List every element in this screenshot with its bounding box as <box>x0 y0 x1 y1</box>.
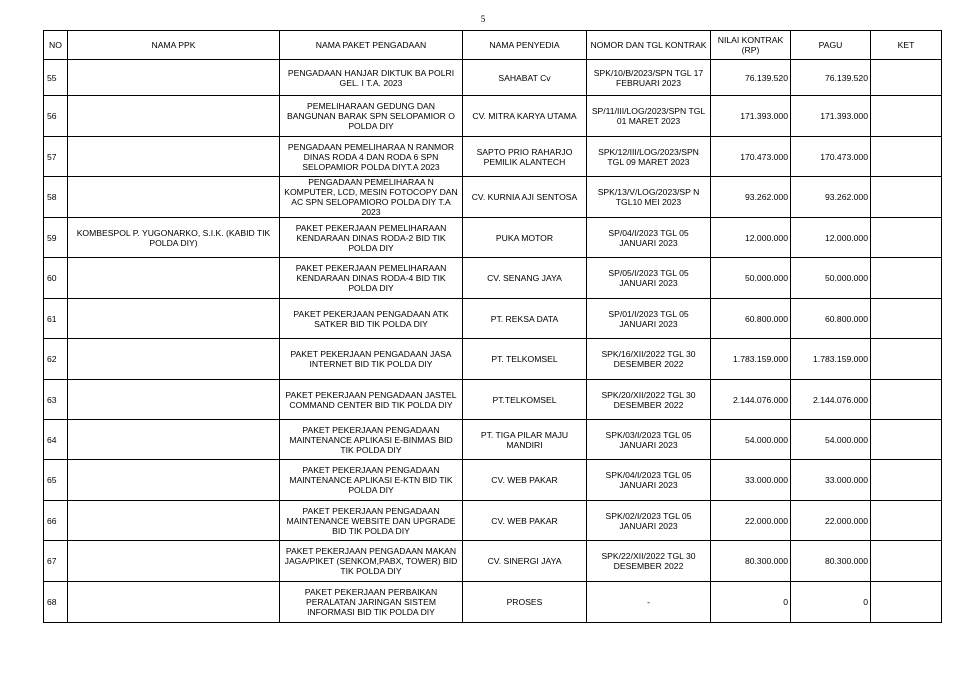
cell-paket: PENGADAAN PEMELIHARAA N RANMOR DINAS RODA 4 DAN RODA 6 SPN SELOPAMIOR POLDA DIYT.A 2023 <box>280 137 463 177</box>
cell-pagu: 12.000.000 <box>791 218 871 258</box>
cell-kontrak: SPK/12/III/LOG/2023/SPN TGL 09 MARET 2023 <box>587 137 711 177</box>
cell-paket: PAKET PEKERJAAN PERBAIKAN PERALATAN JARINGAN SISTEM INFORMASI BID TIK POLDA DIY <box>280 582 463 623</box>
cell-pagu: 80.300.000 <box>791 541 871 582</box>
cell-nilai: 76.139.520 <box>711 60 791 96</box>
cell-nilai: 54.000.000 <box>711 420 791 460</box>
cell-kontrak: SP/01/I/2023 TGL 05 JANUARI 2023 <box>587 299 711 339</box>
cell-no: 64 <box>44 420 68 460</box>
cell-ket <box>871 541 942 582</box>
cell-nilai: 2.144.076.000 <box>711 380 791 420</box>
cell-ppk <box>68 339 280 380</box>
cell-nilai: 12.000.000 <box>711 218 791 258</box>
cell-nilai: 22.000.000 <box>711 501 791 541</box>
cell-no: 57 <box>44 137 68 177</box>
cell-nilai: 170.473.000 <box>711 137 791 177</box>
header-nilai: NILAI KONTRAK (RP) <box>711 31 791 60</box>
table-row <box>44 258 942 299</box>
cell-kontrak: SPK/04/I/2023 TGL 05 JANUARI 2023 <box>587 460 711 501</box>
cell-ket <box>871 96 942 137</box>
cell-ppk <box>68 501 280 541</box>
table-row <box>44 137 942 177</box>
cell-no: 65 <box>44 460 68 501</box>
table-header-row <box>44 31 942 60</box>
cell-penyedia: PT. TELKOMSEL <box>463 339 587 380</box>
cell-ket <box>871 177 942 218</box>
cell-ket <box>871 501 942 541</box>
cell-no: 68 <box>44 582 68 623</box>
cell-paket: PAKET PEKERJAAN PEMELIHARAAN KENDARAAN DINAS RODA-2 BID TIK POLDA DIY <box>280 218 463 258</box>
cell-ppk <box>68 420 280 460</box>
cell-pagu: 170.473.000 <box>791 137 871 177</box>
table-row <box>44 501 942 541</box>
cell-ppk: KOMBESPOL P. YUGONARKO, S.I.K. (KABID TIK POLDA DIY) <box>68 218 280 258</box>
cell-penyedia: CV. WEB PAKAR <box>463 501 587 541</box>
table-row <box>44 218 942 258</box>
cell-ppk <box>68 541 280 582</box>
cell-pagu: 0 <box>791 582 871 623</box>
cell-penyedia: PROSES <box>463 582 587 623</box>
cell-penyedia: CV. KURNIA AJI SENTOSA <box>463 177 587 218</box>
cell-nilai: 80.300.000 <box>711 541 791 582</box>
cell-no: 67 <box>44 541 68 582</box>
cell-kontrak: SPK/10/B/2023/SPN TGL 17 FEBRUARI 2023 <box>587 60 711 96</box>
cell-penyedia: CV. SINERGI JAYA <box>463 541 587 582</box>
cell-nilai: 171.393.000 <box>711 96 791 137</box>
cell-penyedia: CV. WEB PAKAR <box>463 460 587 501</box>
cell-paket: PEMELIHARAAN GEDUNG DAN BANGUNAN BARAK SPN SELOPAMIOR O POLDA DIY <box>280 96 463 137</box>
header-paket: NAMA PAKET PENGADAAN <box>280 31 463 60</box>
table-row <box>44 380 942 420</box>
cell-no: 62 <box>44 339 68 380</box>
cell-pagu: 60.800.000 <box>791 299 871 339</box>
cell-penyedia: PT. TIGA PILAR MAJU MANDIRI <box>463 420 587 460</box>
cell-pagu: 22.000.000 <box>791 501 871 541</box>
cell-no: 56 <box>44 96 68 137</box>
table-row <box>44 177 942 218</box>
cell-pagu: 76.139.520 <box>791 60 871 96</box>
table-row <box>44 460 942 501</box>
cell-paket: PAKET PEKERJAAN PENGADAAN ATK SATKER BID TIK POLDA DIY <box>280 299 463 339</box>
cell-kontrak: SP/04/I/2023 TGL 05 JANUARI 2023 <box>587 218 711 258</box>
cell-ket <box>871 299 942 339</box>
cell-pagu: 2.144.076.000 <box>791 380 871 420</box>
cell-no: 55 <box>44 60 68 96</box>
cell-penyedia: CV. SENANG JAYA <box>463 258 587 299</box>
cell-ppk <box>68 60 280 96</box>
cell-pagu: 54.000.000 <box>791 420 871 460</box>
cell-ket <box>871 258 942 299</box>
table-body <box>44 60 942 623</box>
cell-kontrak: SP/11/III/LOG/2023/SPN TGL 01 MARET 2023 <box>587 96 711 137</box>
cell-kontrak: SPK/22/XII/2022 TGL 30 DESEMBER 2022 <box>587 541 711 582</box>
cell-nilai: 0 <box>711 582 791 623</box>
cell-paket: PAKET PEKERJAAN PENGADAAN MAINTENANCE WEBSITE DAN UPGRADE BID TIK POLDA DIY <box>280 501 463 541</box>
cell-paket: PAKET PEKERJAAN PENGADAAN JASA INTERNET BID TIK POLDA DIY <box>280 339 463 380</box>
cell-ket <box>871 218 942 258</box>
page-number: 5 <box>480 14 486 24</box>
cell-no: 66 <box>44 501 68 541</box>
cell-pagu: 171.393.000 <box>791 96 871 137</box>
cell-no: 60 <box>44 258 68 299</box>
cell-kontrak: SPK/16/XII/2022 TGL 30 DESEMBER 2022 <box>587 339 711 380</box>
cell-kontrak: SPK/20/XII/2022 TGL 30 DESEMBER 2022 <box>587 380 711 420</box>
cell-ppk <box>68 258 280 299</box>
header-no: NO <box>44 31 68 60</box>
cell-ket <box>871 60 942 96</box>
cell-paket: PENGADAAN PEMELIHARAA N KOMPUTER, LCD, MESIN FOTOCOPY DAN AC SPN SELOPAMIORO POLDA DIY T.A 2023 <box>280 177 463 218</box>
cell-ppk <box>68 582 280 623</box>
header-pagu: PAGU <box>791 31 871 60</box>
header-kontrak: NOMOR DAN TGL KONTRAK <box>587 31 711 60</box>
cell-penyedia: PT. REKSA DATA <box>463 299 587 339</box>
cell-ket <box>871 460 942 501</box>
cell-pagu: 50.000.000 <box>791 258 871 299</box>
cell-nilai: 1.783.159.000 <box>711 339 791 380</box>
cell-paket: PAKET PEKERJAAN PEMELIHARAAN KENDARAAN DINAS RODA-4 BID TIK POLDA DIY <box>280 258 463 299</box>
cell-no: 59 <box>44 218 68 258</box>
cell-no: 58 <box>44 177 68 218</box>
cell-ppk <box>68 299 280 339</box>
header-ket: KET <box>871 31 942 60</box>
cell-ket <box>871 137 942 177</box>
header-ppk: NAMA PPK <box>68 31 280 60</box>
cell-ket <box>871 582 942 623</box>
table-row <box>44 339 942 380</box>
procurement-table <box>43 30 942 623</box>
table-row <box>44 299 942 339</box>
table-row <box>44 541 942 582</box>
cell-penyedia: SAHABAT Cv <box>463 60 587 96</box>
cell-ket <box>871 339 942 380</box>
cell-nilai: 60.800.000 <box>711 299 791 339</box>
header-penyedia: NAMA PENYEDIA <box>463 31 587 60</box>
cell-no: 61 <box>44 299 68 339</box>
cell-paket: PAKET PEKERJAAN PENGADAAN JASTEL COMMAND CENTER BID TIK POLDA DIY <box>280 380 463 420</box>
cell-ket <box>871 380 942 420</box>
cell-nilai: 93.262.000 <box>711 177 791 218</box>
table-row <box>44 582 942 623</box>
cell-ppk <box>68 380 280 420</box>
cell-no: 63 <box>44 380 68 420</box>
cell-ket <box>871 420 942 460</box>
cell-pagu: 1.783.159.000 <box>791 339 871 380</box>
cell-nilai: 33.000.000 <box>711 460 791 501</box>
cell-penyedia: SAPTO PRIO RAHARJO PEMILIK ALANTECH <box>463 137 587 177</box>
cell-kontrak: SPK/03/I/2023 TGL 05 JANUARI 2023 <box>587 420 711 460</box>
table-row <box>44 96 942 137</box>
cell-ppk <box>68 177 280 218</box>
cell-ppk <box>68 137 280 177</box>
cell-penyedia: PT.TELKOMSEL <box>463 380 587 420</box>
cell-paket: PAKET PEKERJAAN PENGADAAN MAINTENANCE APLIKASI E-BINMAS BID TIK POLDA DIY <box>280 420 463 460</box>
cell-ppk <box>68 460 280 501</box>
cell-penyedia: PUKA MOTOR <box>463 218 587 258</box>
cell-kontrak: SPK/13/V/LOG/2023/SP N TGL10 MEI 2023 <box>587 177 711 218</box>
cell-paket: PAKET PEKERJAAN PENGADAAN MAINTENANCE APLIKASI E-KTN BID TIK POLDA DIY <box>280 460 463 501</box>
cell-nilai: 50.000.000 <box>711 258 791 299</box>
cell-paket: PAKET PEKERJAAN PENGADAAN MAKAN JAGA/PIKET (SENKOM,PABX, TOWER) BID TIK POLDA DIY <box>280 541 463 582</box>
cell-ppk <box>68 96 280 137</box>
cell-kontrak: - <box>587 582 711 623</box>
cell-pagu: 33.000.000 <box>791 460 871 501</box>
table-row <box>44 60 942 96</box>
cell-pagu: 93.262.000 <box>791 177 871 218</box>
table-row <box>44 420 942 460</box>
cell-penyedia: CV. MITRA KARYA UTAMA <box>463 96 587 137</box>
cell-kontrak: SPK/02/I/2023 TGL 05 JANUARI 2023 <box>587 501 711 541</box>
cell-kontrak: SP/05/I/2023 TGL 05 JANUARI 2023 <box>587 258 711 299</box>
cell-paket: PENGADAAN HANJAR DIKTUK BA POLRI GEL. I T.A. 2023 <box>280 60 463 96</box>
